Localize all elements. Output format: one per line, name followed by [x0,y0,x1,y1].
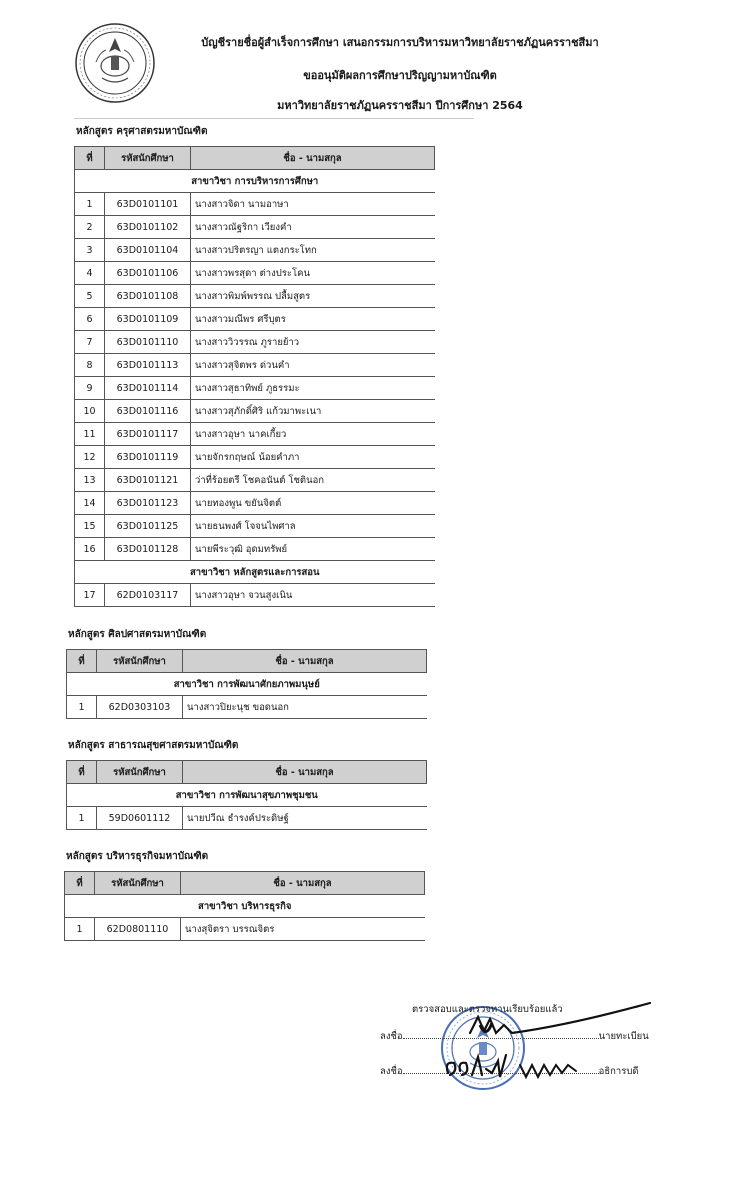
table-row [67,696,427,719]
col-header-name: ชื่อ - นามสกุล [183,650,427,673]
header-divider [74,118,474,119]
col-header-id: รหัสนักศึกษา [95,872,181,895]
table-row [65,918,425,941]
program-title: หลักสูตร สาธารณสุขศาสตรมหาบัณฑิต [68,740,239,751]
row-no: 1 [67,807,97,830]
student-id: 63D0101108 [105,285,191,308]
student-id: 63D0101119 [105,446,191,469]
table-row [75,377,435,400]
col-header-name: ชื่อ - นามสกุล [181,872,425,895]
row-no: 11 [75,423,105,446]
row-no: 17 [75,584,105,607]
student-id: 62D0303103 [97,696,183,719]
student-id: 62D0103117 [105,584,191,607]
table-row [75,469,435,492]
graduate-table [66,760,427,830]
document-title: บัญชีรายชื่อผู้สำเร็จการศึกษา เสนอกรรมการบริหารมหาวิทยาลัยราชภัฏนครราชสีมา [201,36,599,49]
table-row [75,216,435,239]
table-row [75,262,435,285]
student-name: นางสาวอุษา จวนสูงเนิน [191,584,435,607]
student-id: 63D0101104 [105,239,191,262]
table-row [75,239,435,262]
registrar-role: นายทะเบียน [598,1031,649,1042]
table-row [75,423,435,446]
graduate-table [74,146,435,607]
major-row: สาขาวิชา การบริหารการศึกษา [75,170,435,193]
col-header-id: รหัสนักศึกษา [97,761,183,784]
student-name: นางสาวณัฐริกา เวียงคำ [191,216,435,239]
row-no: 2 [75,216,105,239]
student-id: 63D0101109 [105,308,191,331]
student-name: ว่าที่ร้อยตรี โชคอนันต์ โชตินอก [191,469,435,492]
student-name: นางสาวสุจิตพร ด่วนคำ [191,354,435,377]
row-no: 14 [75,492,105,515]
university-emblem [74,22,156,104]
student-id: 63D0101128 [105,538,191,561]
graduate-table [66,649,427,719]
student-name: นายปวีณ ธำรงค์ประดิษฐ์ [183,807,427,830]
graduate-table [64,871,425,941]
row-no: 1 [67,696,97,719]
table-row [67,807,427,830]
table-row [75,515,435,538]
major-row: สาขาวิชา หลักสูตรและการสอน [75,561,435,584]
row-no: 16 [75,538,105,561]
student-id: 63D0101113 [105,354,191,377]
program-title: หลักสูตร ครุศาสตรมหาบัณฑิต [76,126,208,137]
row-no: 7 [75,331,105,354]
student-id: 59D0601112 [97,807,183,830]
col-header-name: ชื่อ - นามสกุล [191,147,435,170]
program-title: หลักสูตร บริหารธุรกิจมหาบัณฑิต [66,851,209,862]
student-name: นางสาวมณีพร ศรีบุตร [191,308,435,331]
table-row [75,285,435,308]
student-id: 63D0101117 [105,423,191,446]
student-name: นางสาวสุธาทิพย์ ภูธรรมะ [191,377,435,400]
handwritten-signatures [400,995,690,1105]
row-no: 9 [75,377,105,400]
sign-label: ลงชื่อ [380,1066,403,1077]
row-no: 1 [75,193,105,216]
student-name: นายจักรกฤษณ์ น้อยคำภา [191,446,435,469]
student-id: 62D0801110 [95,918,181,941]
student-name: นายธนพงศ์ โจจนไพศาล [191,515,435,538]
verification-note: ตรวจสอบและตรวจทานเรียบร้อยแล้ว [412,1004,563,1015]
table-row [75,538,435,561]
row-no: 15 [75,515,105,538]
student-id: 63D0101123 [105,492,191,515]
col-header-no: ที่ [75,147,105,170]
student-id: 63D0101106 [105,262,191,285]
col-header-name: ชื่อ - นามสกุล [183,761,427,784]
student-name: นางสาวปิยะนุช ขอดนอก [183,696,427,719]
student-name: นางสาวอุษา นาคเกี้ยว [191,423,435,446]
table-row [75,492,435,515]
student-id: 63D0101116 [105,400,191,423]
col-header-no: ที่ [67,650,97,673]
program-title: หลักสูตร ศิลปศาสตรมหาบัณฑิต [68,629,207,640]
row-no: 6 [75,308,105,331]
signature-block [380,995,680,1115]
student-name: นางสุจิตรา บรรณจิตร [181,918,425,941]
table-row [75,331,435,354]
student-id: 63D0101101 [105,193,191,216]
row-no: 12 [75,446,105,469]
row-no: 8 [75,354,105,377]
sign-label: ลงชื่อ [380,1031,403,1042]
row-no: 1 [65,918,95,941]
table-row [75,446,435,469]
student-name: นางสาวพิมพ์พรรณ ปลื้มสูตร [191,285,435,308]
col-header-id: รหัสนักศึกษา [105,147,191,170]
student-name: นายทองพูน ขยันจิตต์ [191,492,435,515]
student-id: 63D0101125 [105,515,191,538]
row-no: 5 [75,285,105,308]
student-name: นางสาววิวรรณ ภูรายย้าว [191,331,435,354]
student-name: นายพีระวุฒิ อุดมทรัพย์ [191,538,435,561]
row-no: 10 [75,400,105,423]
student-id: 63D0101110 [105,331,191,354]
student-name: นางสาวจิดา นามอาษา [191,193,435,216]
major-row: สาขาวิชา การพัฒนาสุขภาพชุมชน [67,784,427,807]
document-subtitle: ขออนุมัติผลการศึกษาปริญญามหาบัณฑิต [303,69,497,82]
table-row [75,400,435,423]
president-role: อธิการบดี [598,1066,639,1077]
major-row: สาขาวิชา การพัฒนาศักยภาพมนุษย์ [67,673,427,696]
row-no: 4 [75,262,105,285]
student-id: 63D0101114 [105,377,191,400]
student-id: 63D0101102 [105,216,191,239]
student-name: นางสาวปริตรญา แตงกระโทก [191,239,435,262]
major-row: สาขาวิชา บริหารธุรกิจ [65,895,425,918]
col-header-no: ที่ [65,872,95,895]
table-row [75,193,435,216]
student-name: นางสาวสุภักดิ์ศิริ แก้วมาพะเนา [191,400,435,423]
table-row [75,308,435,331]
table-row [75,354,435,377]
table-row [75,584,435,607]
student-name: นางสาวพรสุดา ต่างประโคน [191,262,435,285]
row-no: 3 [75,239,105,262]
document-university-year: มหาวิทยาลัยราชภัฏนครราชสีมา ปีการศึกษา 2564 [277,99,523,112]
col-header-no: ที่ [67,761,97,784]
row-no: 13 [75,469,105,492]
col-header-id: รหัสนักศึกษา [97,650,183,673]
student-id: 63D0101121 [105,469,191,492]
